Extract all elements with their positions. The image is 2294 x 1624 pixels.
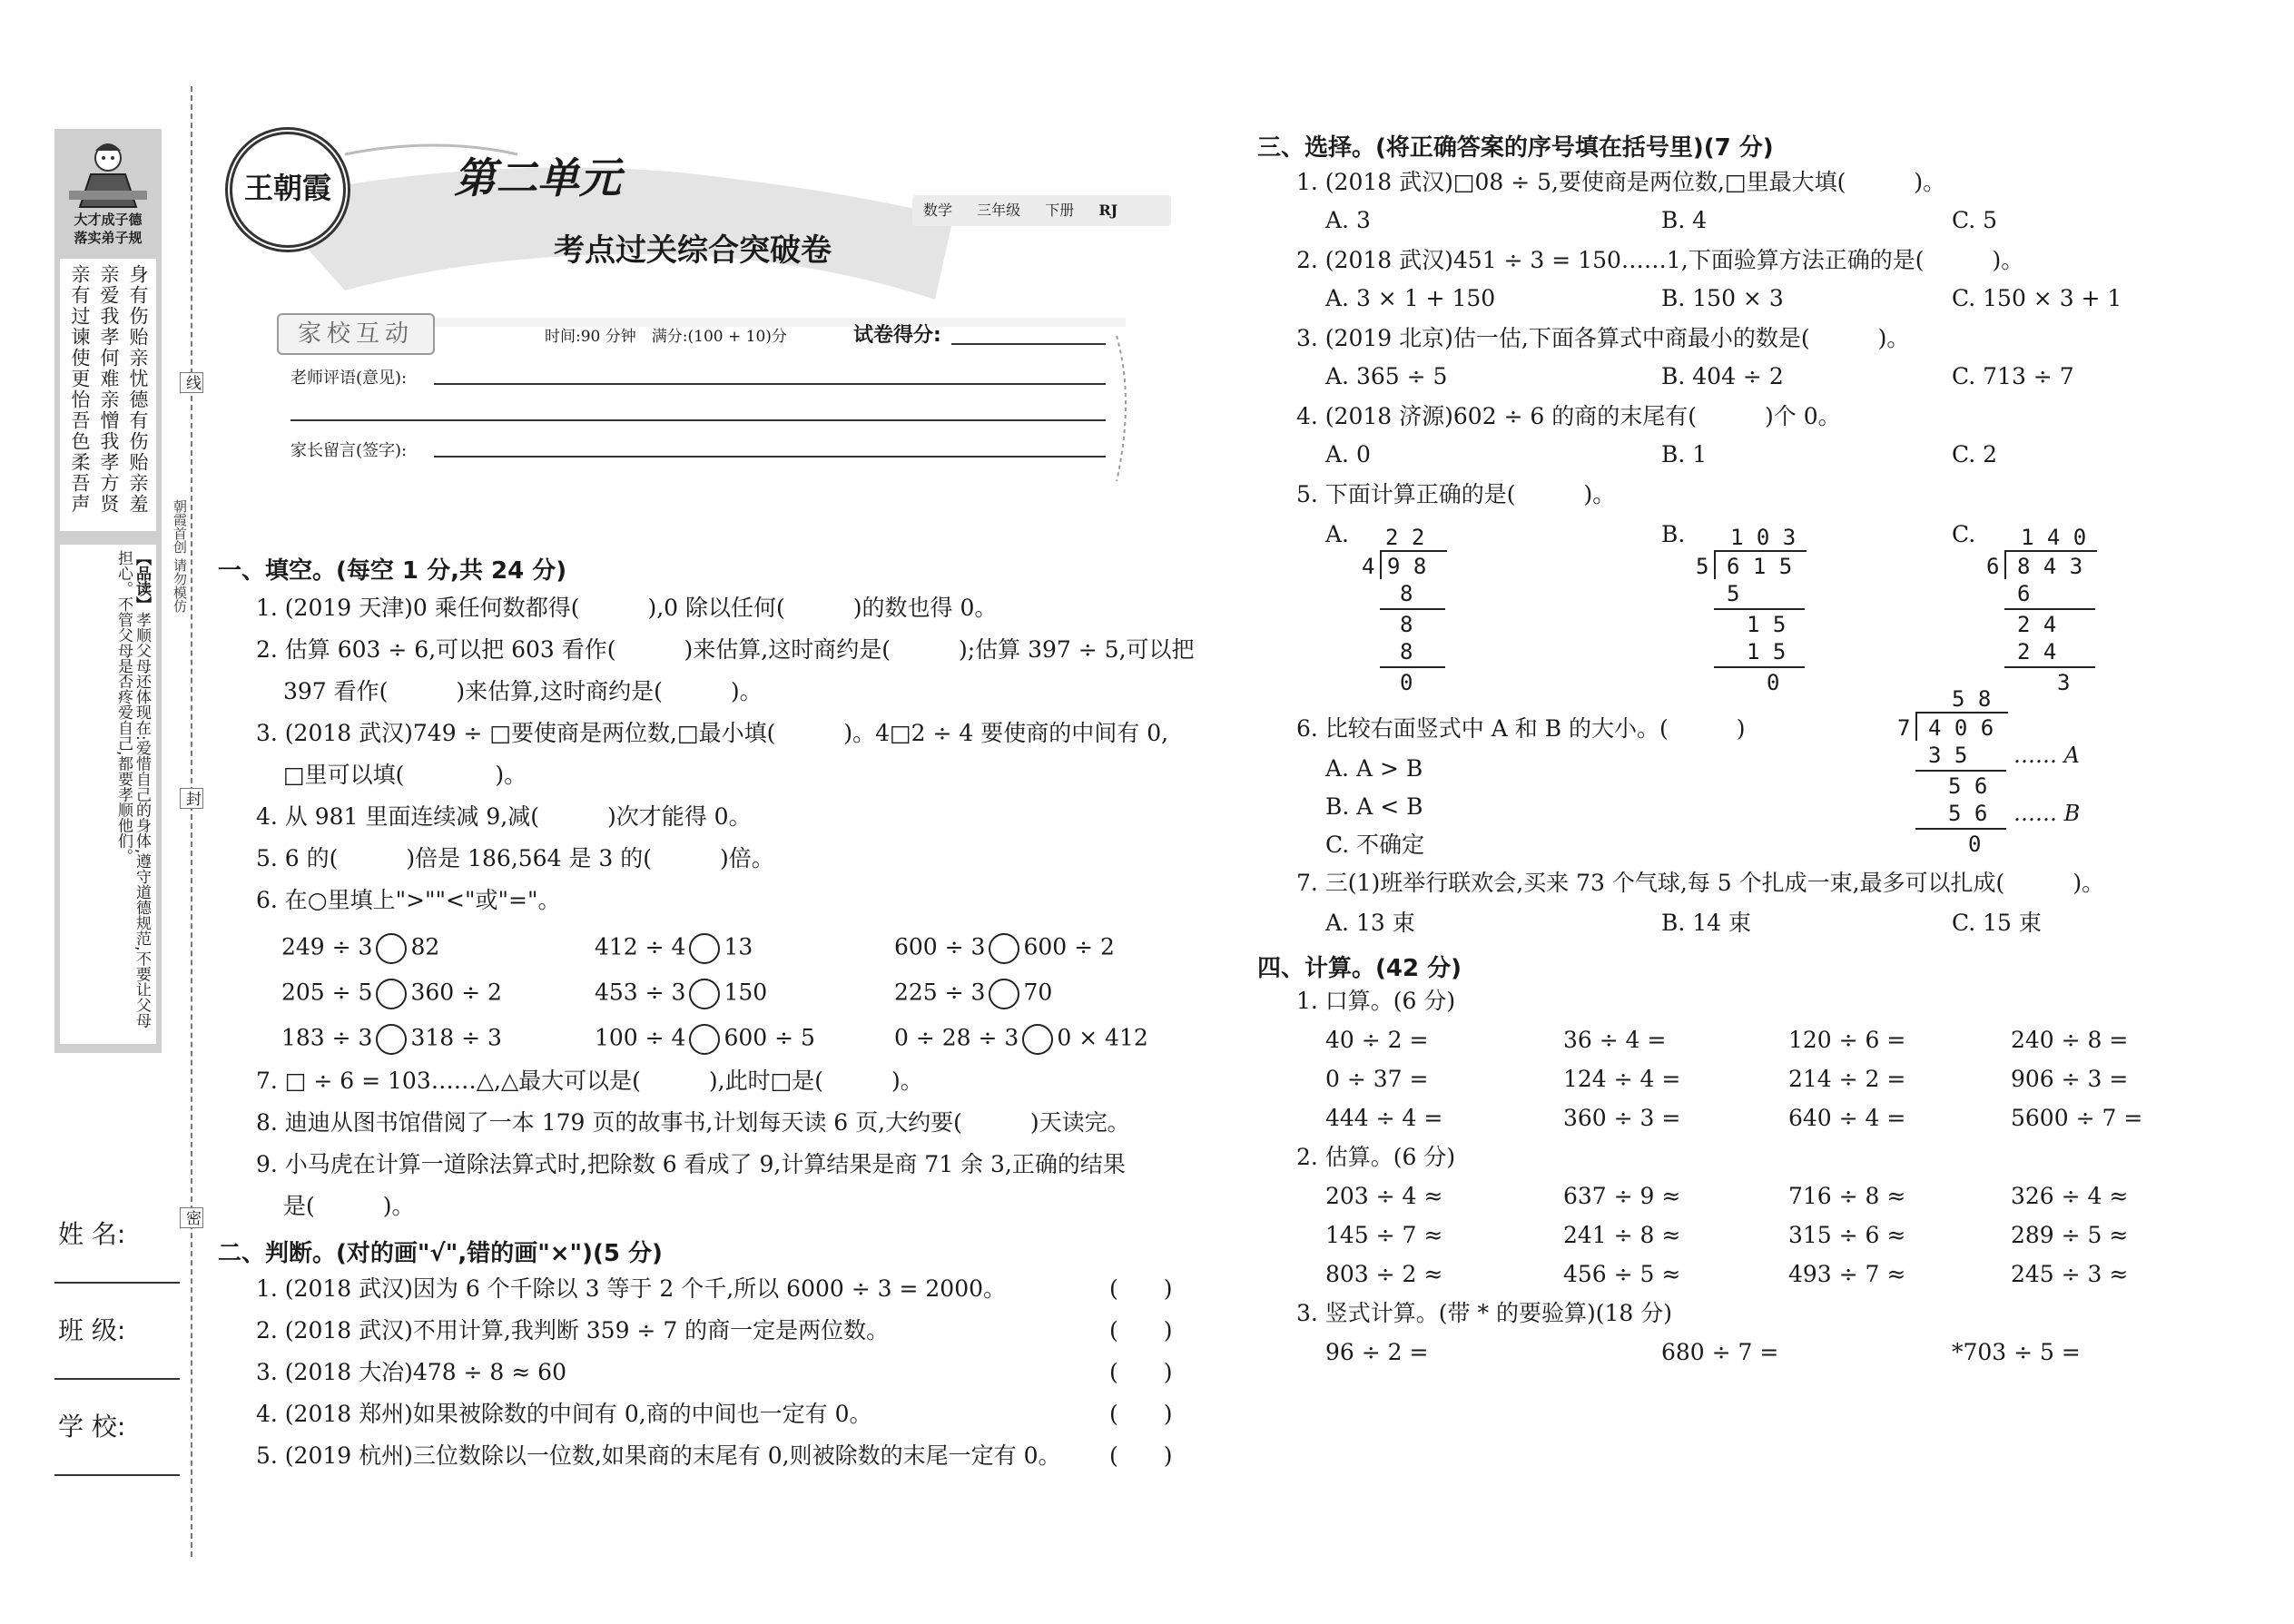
teacher-comment-label: 老师评语(意见):	[290, 369, 408, 388]
oral-item: 5600 ÷ 7 =	[2011, 1105, 2143, 1131]
oral-item: 40 ÷ 2 =	[1325, 1027, 1429, 1053]
estimate-item: 493 ÷ 7 ≈	[1788, 1261, 1906, 1287]
step-rule	[1714, 608, 1805, 610]
score-label: 试卷得分:	[853, 324, 941, 347]
option: B. 14 束	[1661, 910, 1752, 936]
quotient: 2 2	[1385, 525, 1425, 550]
compare-row: 183 ÷ 3 318 ÷ 3	[281, 1024, 502, 1055]
question-text: 5. 下面计算正确的是( )。	[1296, 481, 1616, 507]
brand-logo	[225, 127, 350, 252]
option-label: B.	[1661, 521, 1686, 547]
name-label: 姓 名:	[58, 1219, 126, 1249]
motto-heading-1: 大才成子德	[74, 212, 143, 228]
step-rule	[2004, 666, 2095, 668]
sub-title: 2. 估算。(6 分)	[1296, 1144, 1456, 1170]
step: 8	[1400, 639, 1413, 664]
quotient: 1 4 0	[2021, 525, 2087, 550]
step-rule	[1380, 666, 1445, 668]
section-title: 四、计算。(42 分)	[1257, 955, 1462, 982]
question-text: 6. 比较右面竖式中 A 和 B 的大小。( )	[1296, 715, 1746, 742]
class-label: 班 级:	[58, 1315, 126, 1345]
question-text: 1. (2019 天津)0 乘任何数都得( ),0 除以任何( )的数也得 0。	[256, 595, 998, 621]
oral-item: 640 ÷ 4 =	[1788, 1105, 1906, 1131]
school-field[interactable]	[54, 1474, 180, 1476]
question-text: 6. 在○里填上">""<"或"="。	[256, 887, 561, 913]
oral-item: 360 ÷ 3 =	[1563, 1105, 1681, 1131]
compare-circle[interactable]	[689, 979, 720, 1009]
oral-item: 0 ÷ 37 =	[1325, 1066, 1429, 1092]
estimate-item: 803 ÷ 2 ≈	[1325, 1261, 1443, 1287]
oral-item: 120 ÷ 6 =	[1788, 1027, 1906, 1053]
question-text: 8. 迪迪从图书馆借阅了一本 179 页的故事书,计划每天读 6 页,大约要( )天读完。	[256, 1109, 1130, 1136]
mark-a: …… A	[2013, 743, 2080, 768]
option: C. 5	[1952, 207, 1998, 233]
quotient: 5 8	[1952, 686, 1992, 712]
section-title: 二、判断。(对的画"√",错的画"×")(5 分)	[218, 1240, 663, 1267]
compare-row: 0 ÷ 28 ÷ 3 0 × 412	[894, 1024, 1148, 1055]
seal-mark-seal: 封	[180, 788, 203, 809]
step: 0	[1767, 670, 1780, 695]
score-field[interactable]	[951, 343, 1106, 345]
step: 1 5	[1747, 612, 1787, 637]
compare-circle[interactable]	[989, 933, 1019, 964]
family-school-badge: 家校互动	[277, 313, 435, 355]
option: A. 365 ÷ 5	[1325, 363, 1448, 389]
step: 0	[1968, 832, 1982, 857]
option: B. 150 × 3	[1661, 285, 1784, 311]
oral-item: 214 ÷ 2 =	[1788, 1066, 1906, 1092]
step: 3	[2057, 670, 2071, 695]
question-text: 9. 小马虎在计算一道除法算式时,把除数 6 看成了 9,计算结果是商 71 余 3,正确的结果	[256, 1151, 1126, 1177]
judge-item: 4. (2018 郑州)如果被除数的中间有 0,商的中间也一定有 0。	[256, 1401, 872, 1427]
dividend: 6 1 5	[1727, 554, 1793, 579]
judge-item: 2. (2018 武汉)不用计算,我判断 359 ÷ 7 的商一定是两位数。	[256, 1317, 890, 1343]
question-text: 4. (2018 济源)602 ÷ 6 的商的末尾有( )个 0。	[1296, 403, 1841, 429]
compare-circle[interactable]	[376, 979, 407, 1009]
quotient: 1 0 3	[1730, 525, 1797, 550]
compare-circle[interactable]	[689, 1024, 720, 1055]
step-rule	[2004, 608, 2095, 610]
unit-title: 第二单元	[454, 153, 621, 202]
oral-item: 444 ÷ 4 =	[1325, 1105, 1443, 1131]
oral-item: 36 ÷ 4 =	[1563, 1027, 1667, 1053]
reading-label: 【品读】	[133, 550, 151, 612]
option: C. 713 ÷ 7	[1952, 363, 2074, 389]
question-text: 2. (2018 武汉)451 ÷ 3 = 150……1,下面验算方法正确的是( )。	[1296, 247, 2024, 273]
step-rule	[1915, 770, 2006, 772]
question-text: 是( )。	[283, 1193, 415, 1219]
estimate-item: 315 ÷ 6 ≈	[1788, 1222, 1906, 1248]
option: A. 3 × 1 + 150	[1325, 285, 1496, 311]
option-label: A.	[1325, 521, 1350, 547]
step: 8	[1400, 581, 1413, 606]
step: 5 6	[1948, 773, 1988, 799]
grade-tag-bar	[912, 195, 1171, 226]
school-label: 学 校:	[58, 1412, 126, 1442]
option: C. 不确定	[1325, 832, 1425, 858]
binding-line	[191, 86, 192, 1557]
question-text: 7. □ ÷ 6 = 103……△,△最大可以是( ),此时□是( )。	[256, 1068, 923, 1094]
step-rule	[1714, 666, 1805, 668]
sub-title: 3. 竖式计算。(带 * 的要验算)(18 分)	[1296, 1300, 1672, 1326]
long-division-b	[1687, 525, 1832, 697]
compare-circle[interactable]	[376, 1024, 407, 1055]
estimate-item: 456 ÷ 5 ≈	[1563, 1261, 1681, 1287]
divisor: 4	[1362, 554, 1375, 579]
compare-row: 100 ÷ 4 600 ÷ 5	[595, 1024, 815, 1055]
option: A. 0	[1325, 441, 1371, 468]
grade-tag: 三年级	[977, 202, 1021, 219]
answer-paren[interactable]: ( )	[1109, 1275, 1173, 1302]
option: B. 1	[1661, 441, 1708, 468]
compare-row: 412 ÷ 4 13	[595, 933, 753, 964]
vertical-item: *703 ÷ 5 =	[1952, 1339, 2081, 1365]
question-text: □里可以填( )。	[283, 762, 527, 788]
question-text: 2. 估算 603 ÷ 6,可以把 603 看作( )来估算,这时商约是( );估算 397 ÷ 5,可以把	[256, 636, 1195, 663]
time-info: 时间:90 分钟 满分:(100 + 10)分	[545, 328, 787, 346]
dividend: 8 4 3	[2017, 554, 2083, 579]
option: B. A < B	[1325, 793, 1423, 820]
estimate-item: 203 ÷ 4 ≈	[1325, 1183, 1443, 1209]
compare-circle[interactable]	[689, 933, 720, 964]
option-label: C.	[1952, 521, 1976, 547]
copyright-note: 朝霞首创 请勿模仿	[172, 499, 188, 613]
parent-comment-label: 家长留言(签字):	[290, 441, 408, 460]
question-text: 1. (2018 武汉)□08 ÷ 5,要使商是两位数,□里最大填( )。	[1296, 169, 1946, 195]
step: 5	[1727, 581, 1740, 606]
option: A. 3	[1325, 207, 1371, 233]
compare-row: 453 ÷ 3 150	[595, 979, 767, 1009]
step: 2 4	[2017, 612, 2057, 637]
vertical-item: 96 ÷ 2 =	[1325, 1339, 1429, 1365]
step-rule	[1380, 608, 1445, 610]
motto-column: 亲爱我孝何难亲憎我孝方贤	[98, 264, 120, 515]
option: A. A > B	[1325, 755, 1423, 782]
step: 2 4	[2017, 639, 2057, 664]
grade-tag: RJ	[1098, 202, 1118, 219]
mark-b: …… B	[2013, 801, 2081, 826]
question-text: 3. (2018 武汉)749 ÷ □要使商是两位数,□最小填( )。4□2 ÷ 4 要使商的中间有 0,	[256, 720, 1169, 746]
reading-text: 孝顺父母还体现在:爱惜自己的身体,遵守道德规范,不要让父母担心。不管父母是否疼爱自己,都要孝顺他们。	[114, 550, 151, 1029]
compare-circle[interactable]	[989, 979, 1019, 1009]
teacher-comment-line[interactable]	[290, 419, 1106, 421]
judge-item: 5. (2019 杭州)三位数除以一位数,如果商的末尾有 0,则被除数的末尾一定有 0。	[256, 1442, 1061, 1469]
step: 3 5	[1928, 743, 1968, 768]
question-text: 397 看作( )来估算,这时商约是( )。	[283, 678, 763, 704]
seal-mark-secret: 密	[180, 1207, 203, 1228]
compare-row: 249 ÷ 3 82	[281, 933, 439, 964]
judge-item: 3. (2018 大冶)478 ÷ 8 ≈ 60	[256, 1359, 566, 1385]
dividend: 9 8	[1387, 554, 1427, 579]
parent-comment-line[interactable]	[434, 456, 1106, 458]
option: B. 4	[1661, 207, 1708, 233]
teacher-comment-line[interactable]	[434, 383, 1106, 385]
option: C. 2	[1952, 441, 1998, 468]
section-title: 一、填空。(每空 1 分,共 24 分)	[218, 557, 567, 585]
answer-paren[interactable]: ( )	[1109, 1442, 1173, 1469]
step: 8	[1400, 612, 1413, 637]
estimate-item: 245 ÷ 3 ≈	[2011, 1261, 2129, 1287]
answer-paren[interactable]: ( )	[1109, 1359, 1173, 1385]
motto-column: 亲有过谏使更怡吾色柔吾声	[69, 264, 91, 515]
class-field[interactable]	[54, 1378, 180, 1380]
step: 1 5	[1747, 639, 1787, 664]
compare-row: 205 ÷ 5 360 ÷ 2	[281, 979, 502, 1009]
compare-circle[interactable]	[1022, 1024, 1053, 1055]
step: 6	[2017, 581, 2031, 606]
long-division-q6	[1888, 686, 2124, 868]
sub-title: 1. 口算。(6 分)	[1296, 988, 1456, 1014]
estimate-item: 637 ÷ 9 ≈	[1563, 1183, 1681, 1209]
section-title: 三、选择。(将正确答案的序号填在括号里)(7 分)	[1257, 134, 1774, 162]
divisor: 5	[1696, 554, 1709, 579]
compare-row: 225 ÷ 3 70	[894, 979, 1052, 1009]
oral-item: 240 ÷ 8 =	[2011, 1027, 2129, 1053]
grade-tag: 数学	[923, 202, 953, 219]
question-text: 5. 6 的( )倍是 186,564 是 3 的( )倍。	[256, 845, 774, 871]
paper-subtitle: 考点过关综合突破卷	[554, 232, 832, 269]
estimate-item: 145 ÷ 7 ≈	[1325, 1222, 1443, 1248]
divisor: 7	[1897, 715, 1911, 741]
estimate-item: 289 ÷ 5 ≈	[2011, 1222, 2129, 1248]
compare-row: 600 ÷ 3 600 ÷ 2	[894, 933, 1115, 964]
step: 5 6	[1948, 801, 1988, 826]
seal-mark-line: 线	[180, 372, 203, 393]
estimate-item: 326 ÷ 4 ≈	[2011, 1183, 2129, 1209]
oral-item: 124 ÷ 4 =	[1563, 1066, 1681, 1092]
step: 0	[1400, 670, 1413, 695]
option: C. 15 束	[1952, 910, 2042, 936]
compare-circle[interactable]	[376, 933, 407, 964]
option: A. 13 束	[1325, 910, 1415, 936]
question-text: 4. 从 981 里面连续减 9,减( )次才能得 0。	[256, 803, 752, 830]
question-text: 7. 三(1)班举行联欢会,买来 73 个气球,每 5 个扎成一束,最多可以扎成( )。	[1296, 870, 2105, 896]
answer-paren[interactable]: ( )	[1109, 1317, 1173, 1343]
answer-paren[interactable]: ( )	[1109, 1401, 1173, 1427]
option: B. 404 ÷ 2	[1661, 363, 1784, 389]
divisor: 6	[1986, 554, 2000, 579]
reading-box	[60, 545, 156, 1044]
dividend: 4 0 6	[1928, 715, 1994, 741]
motto-column: 身有伤贻亲忧德有伤贻亲羞	[127, 264, 149, 515]
judge-item: 1. (2018 武汉)因为 6 个千除以 3 等于 2 个千,所以 6000 ÷ 3 = 2000。	[256, 1275, 1007, 1302]
estimate-item: 716 ÷ 8 ≈	[1788, 1183, 1906, 1209]
vertical-item: 680 ÷ 7 =	[1661, 1339, 1779, 1365]
option: C. 150 × 3 + 1	[1952, 285, 2122, 311]
logo-text: 王朝霞	[243, 171, 331, 205]
long-division-a	[1353, 525, 1462, 697]
oral-item: 906 ÷ 3 =	[2011, 1066, 2129, 1092]
boy-illustration	[64, 136, 153, 209]
name-field[interactable]	[54, 1282, 180, 1284]
step-rule	[1915, 828, 2006, 830]
motto-text-box	[60, 259, 156, 531]
motto-heading-2: 落实弟子规	[74, 230, 143, 246]
grade-tag: 下册	[1045, 202, 1075, 219]
question-text: 3. (2019 北京)估一估,下面各算式中商最小的数是( )。	[1296, 325, 1910, 351]
long-division-c	[1977, 525, 2122, 697]
estimate-item: 241 ÷ 8 ≈	[1563, 1222, 1681, 1248]
